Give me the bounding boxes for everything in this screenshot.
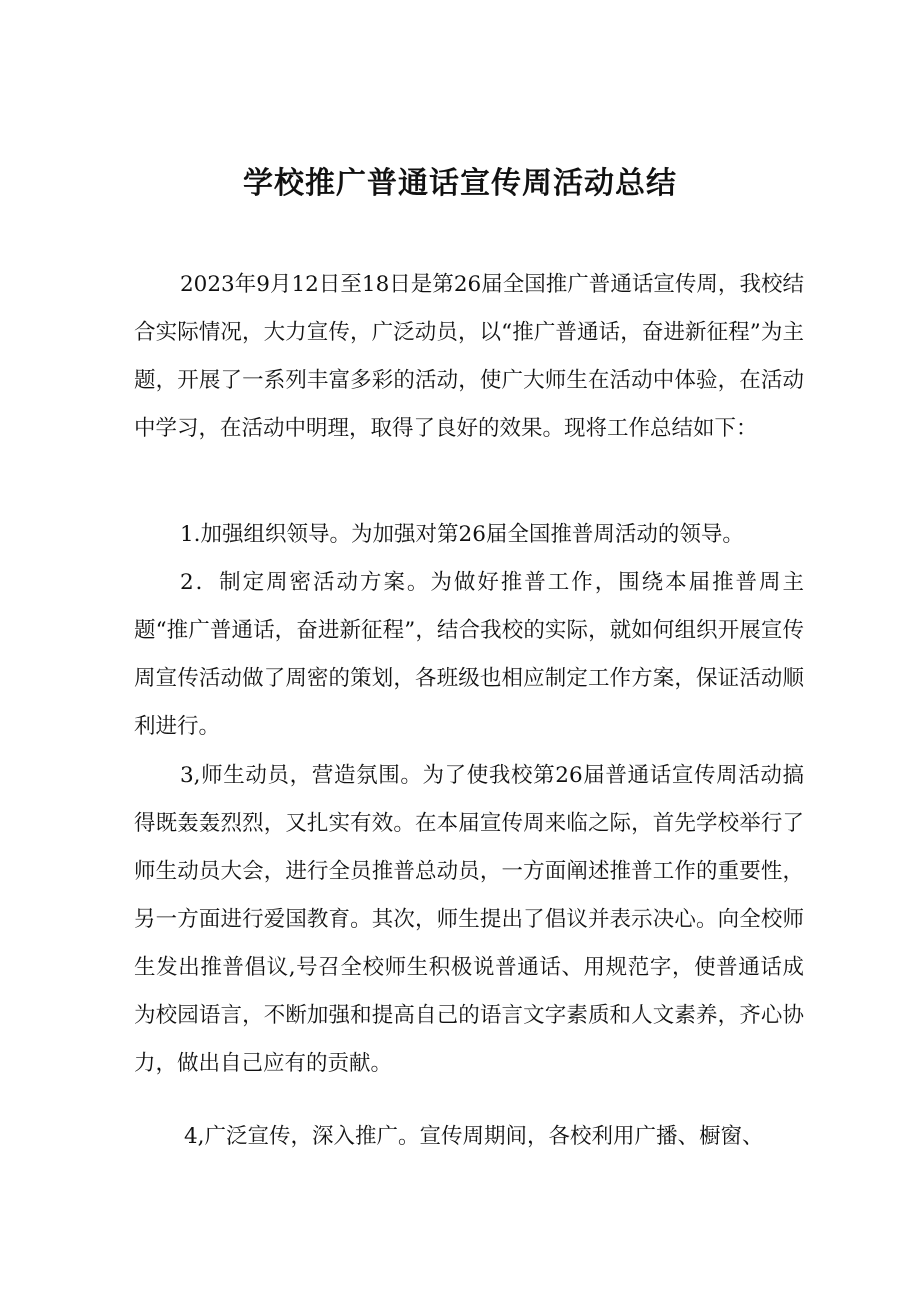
paragraph-item-3: 3,师生动员，营造氛围。为了使我校第26届普通话宣传周活动搞得既轰轰烈烈，又扎实有效。在本届宣传周来临之际，首先学校举行了师生动员大会，进行全员推普总动员，一方面阐述推普工作的重要性，另一方面进行爱国教育。其次，师生提出了倡议并表示决心。向全校师生发出推普倡议,号召全校师生积极说普通话、用规范字，使普通话成为校园语言，不断加强和提高自己的语言文字素质和人文素养，齐心协力，做出自己应有的贡献。 — [134, 763, 804, 1076]
paragraph-item-4: 4,广泛宣传，深入推广。宣传周期间，各校利用广播、橱窗、 — [184, 1124, 764, 1149]
paragraph-intro: 2023年9月12日至18日是第26届全国推广普通话宣传周，我校结合实际情况，大力宣传，广泛动员，以“推广普通话，奋进新征程”为主题，开展了一系列丰富多彩的活动，使广大师生在活动中体验，在活动中学习，在活动中明理，取得了良好的效果。现将工作总结如下： — [134, 272, 804, 441]
paragraph-item-1: 1.加强组织领导。为加强对第26届全国推普周活动的领导。 — [180, 522, 744, 547]
paragraph-item-2: 2．制定周密活动方案。为做好推普工作，围绕本届推普周主题“推广普通话，奋进新征程”，结合我校的实际，就如何组织开展宣传周宣传活动做了周密的策划，各班级也相应制定工作方案，保证活动顺利进行。 — [134, 570, 804, 739]
document-title: 学校推广普通话宣传周活动总结 — [243, 166, 677, 201]
